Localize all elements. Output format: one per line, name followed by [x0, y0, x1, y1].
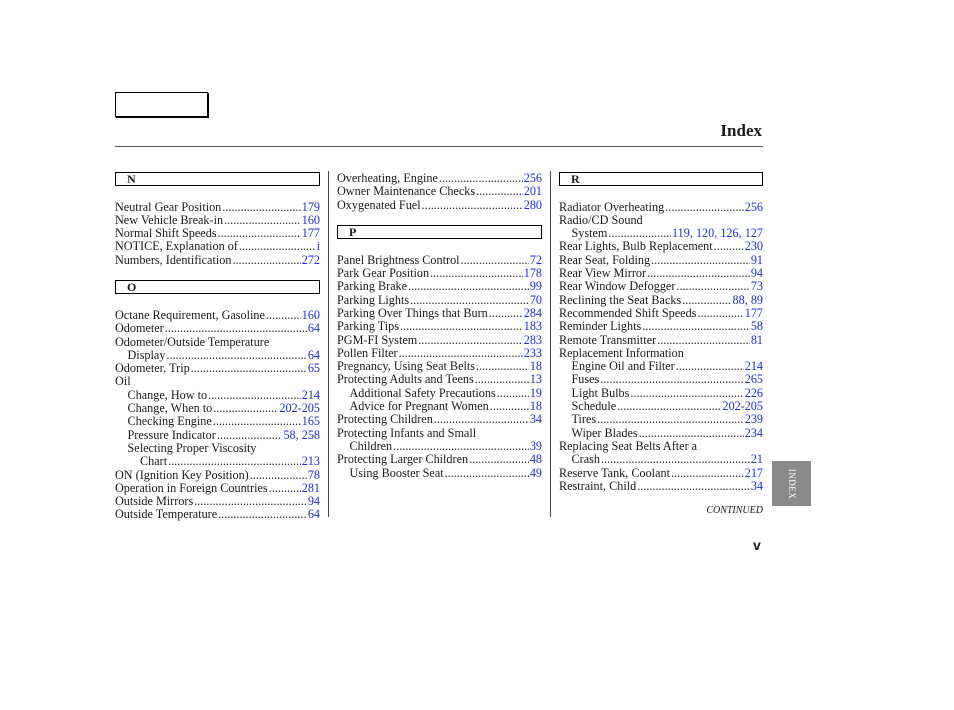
dot-leader — [714, 240, 744, 253]
index-entry — [337, 254, 542, 267]
index-entry — [115, 349, 320, 362]
dot-leader — [430, 267, 523, 280]
dot-leader — [647, 267, 750, 280]
dot-leader — [232, 254, 300, 267]
index-entry — [559, 320, 763, 333]
index-entry-label: Parking Over Things that Burn — [337, 305, 488, 320]
dot-leader — [461, 254, 529, 267]
index-entry — [337, 307, 542, 320]
index-entry — [337, 199, 542, 212]
page-link[interactable]: 177 — [744, 305, 763, 320]
page-link[interactable]: 13 — [529, 372, 542, 387]
page-link[interactable]: 256 — [744, 199, 763, 214]
index-entry-label: Engine Oil and Filter — [571, 359, 675, 374]
page-link[interactable]: 160 — [301, 212, 320, 227]
spacer — [559, 187, 763, 200]
index-entry-label: Light Bulbs — [571, 385, 630, 400]
index-entry — [337, 334, 542, 347]
index-entry-label: New Vehicle Break-in — [115, 212, 224, 227]
index-entry — [559, 201, 763, 214]
page-link[interactable]: 34 — [529, 412, 542, 427]
dot-leader — [168, 455, 301, 468]
index-heading-label: Protecting Infants and Small — [337, 425, 477, 440]
index-entry — [115, 469, 320, 482]
dot-leader — [469, 453, 529, 466]
index-entry — [337, 440, 542, 453]
index-entry-label: Advice for Pregnant Women — [349, 399, 489, 414]
index-entry — [337, 373, 542, 386]
index-entry — [559, 480, 763, 493]
page-link[interactable]: 88, 89 — [732, 292, 763, 307]
dot-leader — [445, 467, 529, 480]
dot-leader — [218, 508, 307, 521]
page-link[interactable]: 72 — [529, 252, 542, 267]
dot-leader — [418, 334, 522, 347]
index-entry — [337, 453, 542, 466]
dot-leader — [682, 294, 731, 307]
dot-leader — [637, 480, 750, 493]
index-entry — [559, 240, 763, 253]
index-entry — [337, 360, 542, 373]
index-entry-label: Normal Shift Speeds — [115, 226, 217, 241]
dot-leader — [408, 280, 529, 293]
index-entry-label: Pressure Indicator — [127, 427, 216, 442]
section-letter-header: P — [337, 225, 542, 239]
continued-note: CONTINUED — [706, 505, 763, 516]
index-entry — [337, 467, 542, 480]
index-heading — [115, 336, 320, 349]
index-entry-label: Reclining the Seat Backs — [559, 292, 682, 307]
index-heading-label: Selecting Proper Viscosity — [127, 440, 257, 455]
index-entry — [115, 495, 320, 508]
index-heading — [559, 347, 763, 360]
index-entry-label: Protecting Adults and Teens — [337, 372, 474, 387]
page-link[interactable]: 265 — [744, 372, 763, 387]
index-entry — [115, 455, 320, 468]
dot-leader — [266, 309, 301, 322]
index-entry-label: Park Gear Position — [337, 266, 430, 281]
index-entry — [559, 387, 763, 400]
index-heading — [559, 214, 763, 227]
dot-leader — [475, 373, 529, 386]
dot-leader — [651, 254, 750, 267]
dot-leader — [208, 389, 301, 402]
page-link[interactable]: 49 — [529, 465, 542, 480]
index-entry-label: Pollen Filter — [337, 345, 398, 360]
dot-leader — [676, 360, 744, 373]
index-entry — [337, 400, 542, 413]
page-link[interactable]: 64 — [307, 507, 320, 522]
index-entry-label: Parking Lights — [337, 292, 410, 307]
index-entry — [337, 172, 542, 185]
dot-leader — [434, 413, 529, 426]
index-entry-label: Crash — [571, 452, 600, 467]
dot-leader — [165, 322, 307, 335]
page-link[interactable]: 64 — [307, 347, 320, 362]
index-entry-label: Octane Requirement, Gasoline — [115, 307, 265, 322]
index-entry-label: Outside Temperature — [115, 507, 218, 522]
index-entry-label: Additional Safety Precautions — [349, 385, 496, 400]
index-entry — [559, 413, 763, 426]
index-heading-label: Replacing Seat Belts After a — [559, 438, 698, 453]
index-heading-label: Oil — [115, 374, 131, 389]
spacer — [115, 267, 320, 280]
index-entry-label: Schedule — [571, 399, 617, 414]
dot-leader — [269, 482, 301, 495]
page-link[interactable]: 78 — [307, 467, 320, 482]
page-link[interactable]: 165 — [301, 414, 320, 429]
index-entry — [559, 267, 763, 280]
index-entry-label: Parking Tips — [337, 319, 399, 334]
index-side-tab[interactable] — [772, 461, 811, 506]
index-entry-label: Outside Mirrors — [115, 494, 194, 509]
index-entry-label: Restraint, Child — [559, 478, 637, 493]
page-link[interactable]: 283 — [523, 332, 542, 347]
index-entry — [559, 294, 763, 307]
dot-leader — [489, 307, 523, 320]
dot-leader — [600, 373, 743, 386]
page-link[interactable]: 58 — [750, 319, 763, 334]
index-entry — [559, 373, 763, 386]
index-entry-label: Children — [349, 438, 393, 453]
page-link[interactable]: 39 — [529, 438, 542, 453]
dot-leader — [222, 201, 300, 214]
section-letter-header: O — [115, 280, 320, 294]
page-link[interactable]: 214 — [744, 359, 763, 374]
page-link[interactable]: 177 — [301, 226, 320, 241]
index-column-1 — [115, 172, 320, 522]
dot-leader — [476, 360, 529, 373]
page-link[interactable]: 217 — [744, 465, 763, 480]
index-column-3 — [559, 172, 763, 493]
index-entry — [337, 413, 542, 426]
dot-leader — [630, 387, 743, 400]
index-entry-label: Using Booster Seat — [349, 465, 444, 480]
dot-leader — [239, 240, 316, 253]
index-entry — [559, 467, 763, 480]
page-link[interactable]: 119, 120, 126, 127 — [672, 226, 763, 241]
page-link[interactable]: 65 — [307, 361, 320, 376]
dot-leader — [476, 185, 523, 198]
index-entry — [559, 280, 763, 293]
index-entry-label: Odometer — [115, 321, 164, 336]
index-entry-label: Owner Maintenance Checks — [337, 184, 476, 199]
dot-leader — [497, 387, 529, 400]
index-entry-label: System — [571, 226, 608, 241]
index-entry-label: Oxygenated Fuel — [337, 197, 421, 212]
dot-leader — [642, 320, 750, 333]
index-entry — [337, 320, 542, 333]
index-entry — [115, 214, 320, 227]
index-entry — [559, 400, 763, 413]
index-entry-label: Reserve Tank, Coolant — [559, 465, 670, 480]
index-entry-label: Change, When to — [127, 401, 213, 416]
dot-leader — [671, 467, 744, 480]
page-link[interactable]: 160 — [301, 307, 320, 322]
index-entry-label: Fuses — [571, 372, 600, 387]
spacer — [337, 212, 542, 225]
dot-leader — [400, 320, 523, 333]
page-link[interactable]: 99 — [529, 279, 542, 294]
index-entry — [115, 482, 320, 495]
dot-leader — [597, 413, 744, 426]
index-entry-label: Pregnancy, Using Seat Belts — [337, 359, 475, 374]
page-link[interactable]: 201 — [523, 184, 542, 199]
index-entry-label: Change, How to — [127, 387, 208, 402]
page-link[interactable]: 81 — [750, 332, 763, 347]
page-link[interactable]: 183 — [523, 319, 542, 334]
index-entry — [337, 387, 542, 400]
page-link[interactable]: 64 — [307, 321, 320, 336]
page-link[interactable]: 58, 258 — [283, 427, 320, 442]
dot-leader — [665, 201, 743, 214]
index-entry-label: Rear Lights, Bulb Replacement — [559, 239, 713, 254]
dot-leader — [217, 429, 283, 442]
index-heading — [115, 375, 320, 388]
index-heading — [559, 440, 763, 453]
index-entry-label: PGM-FI System — [337, 332, 418, 347]
index-entry-label: Chart — [140, 454, 168, 469]
index-entry — [115, 362, 320, 375]
side-tab-label: INDEX — [786, 468, 797, 499]
title-rule — [115, 146, 763, 147]
index-heading-label: Replacement Information — [559, 345, 684, 360]
index-entry — [337, 347, 542, 360]
index-entry-label: Neutral Gear Position — [115, 199, 222, 214]
index-entry-label: Rear Window Defogger — [559, 279, 676, 294]
dot-leader — [617, 400, 721, 413]
index-entry-label: Recommended Shift Speeds — [559, 305, 697, 320]
page-link[interactable]: 94 — [307, 494, 320, 509]
dot-leader — [608, 227, 671, 240]
dot-leader — [224, 214, 301, 227]
dot-leader — [601, 453, 750, 466]
index-entry — [115, 254, 320, 267]
index-entry — [115, 322, 320, 335]
dot-leader — [191, 362, 307, 375]
index-entry-label: Reminder Lights — [559, 319, 642, 334]
index-entry — [559, 307, 763, 320]
dot-leader — [676, 280, 749, 293]
header-box — [115, 92, 208, 117]
spacer — [115, 187, 320, 200]
page-link[interactable]: 256 — [523, 171, 542, 185]
index-heading-label: Radio/CD Sound — [559, 212, 643, 227]
page-link[interactable]: 202-205 — [722, 399, 763, 414]
dot-leader — [410, 294, 529, 307]
page-link[interactable]: 226 — [744, 385, 763, 400]
section-letter-header: N — [115, 172, 320, 186]
page-link[interactable]: 202-205 — [279, 401, 320, 416]
page-link[interactable]: i — [316, 239, 320, 254]
index-entry-label: Panel Brightness Control — [337, 252, 460, 267]
index-entry — [115, 227, 320, 240]
page-link[interactable]: 73 — [750, 279, 763, 294]
index-entry — [115, 415, 320, 428]
index-entry-label: Tires — [571, 412, 597, 427]
index-entry-label: Odometer, Trip — [115, 361, 190, 376]
index-entry — [115, 240, 320, 253]
index-entry — [115, 402, 320, 415]
index-entry — [115, 429, 320, 442]
page-link[interactable]: 234 — [744, 425, 763, 440]
page-link[interactable]: 284 — [523, 305, 542, 320]
index-entry-label: Protecting Children — [337, 412, 433, 427]
index-entry-label: Remote Transmitter — [559, 332, 657, 347]
index-entry-label: Parking Brake — [337, 279, 408, 294]
page-link[interactable]: 34 — [750, 478, 763, 493]
page-link[interactable]: 94 — [750, 266, 763, 281]
page-link[interactable]: 19 — [529, 385, 542, 400]
page-link[interactable]: 179 — [301, 199, 320, 214]
page-title: Index — [720, 121, 762, 140]
index-entry-label: Numbers, Identification — [115, 252, 232, 267]
index-entry — [337, 280, 542, 293]
spacer — [115, 296, 320, 309]
index-entry-label: Rear View Mirror — [559, 266, 647, 281]
page-link[interactable]: 48 — [529, 452, 542, 467]
dot-leader — [697, 307, 743, 320]
page-link[interactable]: 178 — [523, 266, 542, 281]
page-link[interactable]: 214 — [301, 387, 320, 402]
index-entry — [337, 267, 542, 280]
page-link[interactable]: 281 — [301, 480, 320, 495]
spacer — [337, 240, 542, 253]
index-entry-label: Radiator Overheating — [559, 199, 665, 214]
dot-leader — [194, 495, 307, 508]
index-entry — [559, 453, 763, 466]
index-entry-label: Overheating, Engine — [337, 171, 438, 185]
index-entry-label: Rear Seat, Folding — [559, 252, 651, 267]
index-entry-label: Operation in Foreign Countries — [115, 480, 268, 495]
page-link[interactable]: 213 — [301, 454, 320, 469]
dot-leader — [639, 427, 744, 440]
index-entry-label: Protecting Larger Children — [337, 452, 469, 467]
dot-leader — [490, 400, 529, 413]
index-entry — [115, 201, 320, 214]
index-entry-label: Wiper Blades — [571, 425, 638, 440]
column-divider — [328, 171, 329, 517]
dot-leader — [657, 334, 750, 347]
index-entry — [115, 309, 320, 322]
page-link[interactable]: 18 — [529, 359, 542, 374]
index-entry — [559, 254, 763, 267]
index-entry-label: NOTICE, Explanation of — [115, 239, 238, 254]
index-entry — [337, 294, 542, 307]
index-entry — [115, 508, 320, 521]
page-link[interactable]: 230 — [744, 239, 763, 254]
column-divider — [550, 171, 551, 517]
page-link[interactable]: 18 — [529, 399, 542, 414]
index-entry — [559, 334, 763, 347]
page-link[interactable]: 70 — [529, 292, 542, 307]
index-column-2 — [337, 172, 542, 480]
dot-leader — [439, 172, 523, 185]
dot-leader — [218, 227, 301, 240]
dot-leader — [393, 440, 529, 453]
index-entry — [559, 360, 763, 373]
index-heading — [115, 442, 320, 455]
index-heading — [337, 427, 542, 440]
dot-leader — [250, 469, 307, 482]
dot-leader — [422, 199, 523, 212]
index-entry-label: Display — [127, 347, 166, 362]
dot-leader — [213, 415, 301, 428]
section-letter-header: R — [559, 172, 763, 186]
page-link[interactable]: 272 — [301, 252, 320, 267]
page-link[interactable]: 21 — [750, 452, 763, 467]
page-link[interactable]: 280 — [523, 197, 542, 212]
index-heading-label: Odometer/Outside Temperature — [115, 334, 270, 349]
dot-leader — [399, 347, 523, 360]
page-link[interactable]: 233 — [523, 345, 542, 360]
index-entry — [337, 185, 542, 198]
index-entry — [559, 227, 763, 240]
index-entry — [115, 389, 320, 402]
page-link[interactable]: 239 — [744, 412, 763, 427]
dot-leader — [166, 349, 306, 362]
index-entry-label: ON (Ignition Key Position) — [115, 467, 249, 482]
index-entry — [559, 427, 763, 440]
dot-leader — [213, 402, 278, 415]
page-link[interactable]: 91 — [750, 252, 763, 267]
index-entry-label: Checking Engine — [127, 414, 212, 429]
page-number: v — [753, 537, 761, 553]
